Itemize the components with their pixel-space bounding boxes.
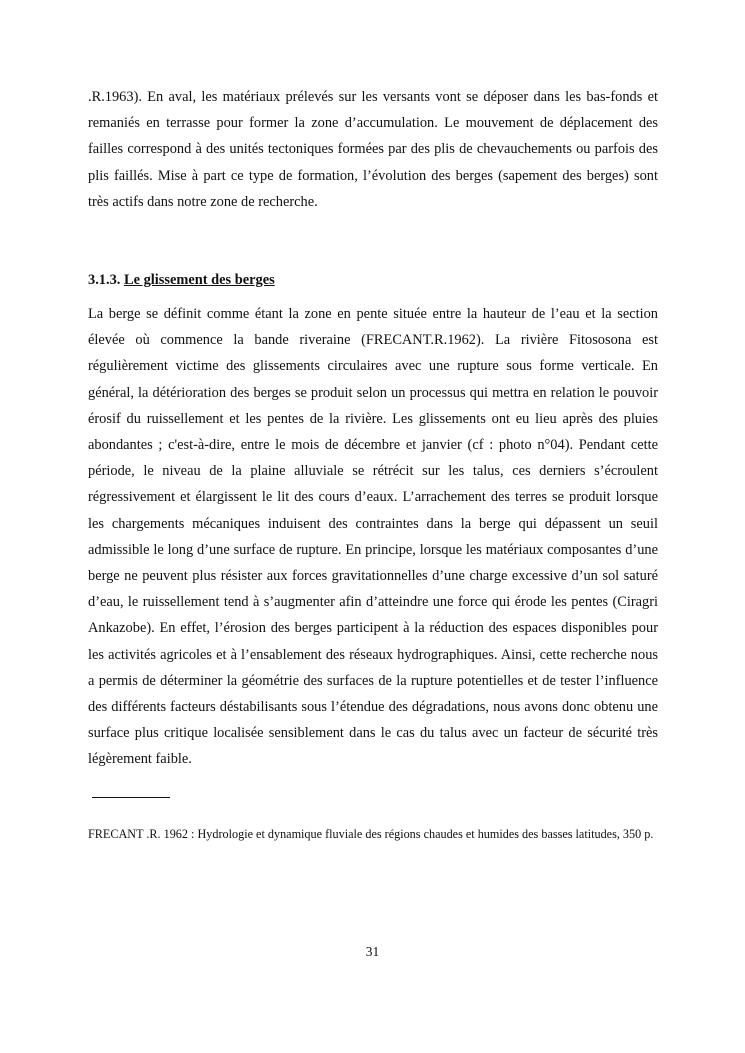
paragraph-continuation: .R.1963). En aval, les matériaux prélevés sur les versants vont se déposer dans les bas-fonds et remaniés en terrasse pour former la zone d’accumulation. Le mouvement de déplacement des failles correspond à des unités tectoniques formées par des plis de chevauchements ou parfois des plis faillés. Mise à part ce type de formation, l’évolution des berges (sapement des berges) sont très actifs dans notre zone de recherche. <box>88 89 658 210</box>
section-title: Le glissement des berges <box>124 272 275 289</box>
footnote-separator <box>92 797 170 798</box>
paragraph-berges: La berge se définit comme étant la zone en pente située entre la hauteur de l’eau et la section élevée où commence la bande riveraine (FRECANT.R.1962). La rivière Fitososona est régulièrement victime des glissements circulaires avec une rupture sous forme verticale. En général, la détérioration des berges se produit selon un processus qui mettra en relation le pouvoir érosif du ruissellement et les pentes de la rivière. Les glissements ont eu lieu après des pluies abondantes ; c'est-à-dire, entre le mois de décembre et janvier (cf : photo n°04). Pendant cette période, le niveau de la plaine alluviale se rétrécit sur les talus, ces derniers s’écroulent régressivement et élargissent le lit des cours d’eaux. L’arrachement des terres se produit lorsque les chargements mécaniques induisent des contraintes dans la berge qui dépassent un seuil admissible le long d’une surface de rupture. En principe, lorsque les matériaux composantes d’une berge ne peuvent plus résister aux forces gravitationnelles d’une charge excessive d’un sol saturé d’eau, le ruissellement tend à s’augmenter afin d’atteindre une force qui érode les pentes (Ciragri Ankazobe). En effet, l’érosion des berges participent à la réduction des espaces disponibles pour les activités agricoles et à l’ensablement des réseaux hydrographiques. Ainsi, cette recherche nous a permis de déterminer la géométrie des surfaces de la rupture potentielles et de tester l’influence des différents facteurs déstabilisants sous l’étendue des dégradations, nous avons donc obtenu une surface plus critique localisée sensiblement dans le cas du talus avec un facteur de sécurité très légèrement faible. <box>88 306 658 768</box>
section-heading <box>88 267 658 293</box>
footnote: FRECANT .R. 1962 : Hydrologie et dynamique fluviale des régions chaudes et humides des basses latitudes, 350 p. <box>88 826 654 841</box>
page-number: 31 <box>365 944 380 959</box>
section-number: 3.1.3. <box>88 272 121 289</box>
document-page <box>88 84 658 846</box>
